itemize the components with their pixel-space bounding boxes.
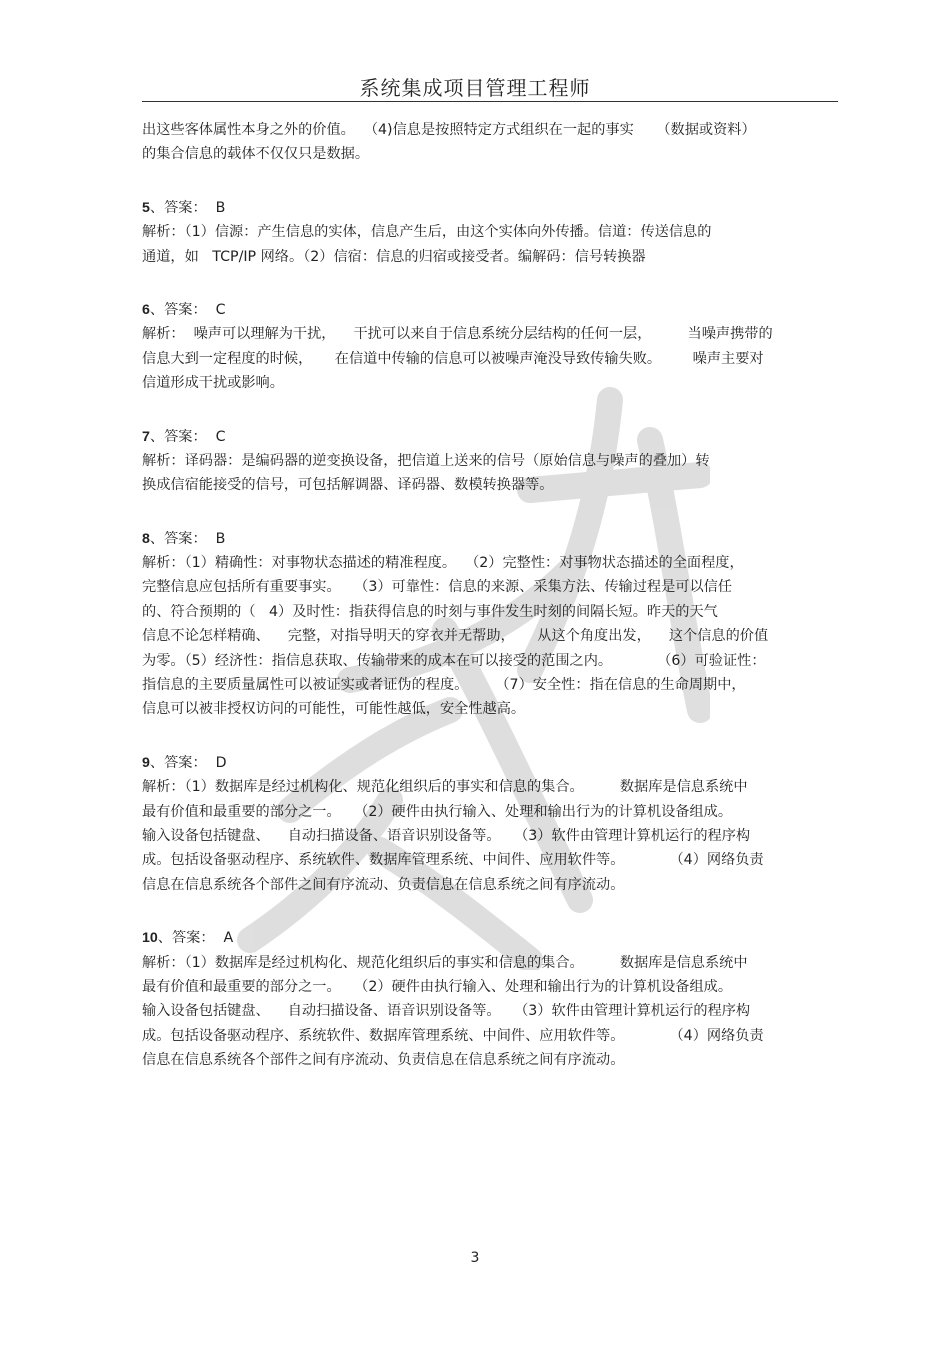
analysis-line: 成。包括设备驱动程序、系统软件、数据库管理系统、中间件、应用软件等。 （4）网络负责 (142, 1027, 764, 1044)
analysis-line: 最有价值和最重要的部分之一。 （2）硬件由执行输入、处理和输出行为的计算机设备组成。 (142, 978, 733, 995)
analysis-line: 解析：译码器：是编码器的逆变换设备，把信道上送来的信号（原始信息与噪声的叠加）转 (142, 452, 710, 469)
question-number: 10 (142, 930, 158, 947)
question-block-8 (142, 527, 842, 722)
answer-label: 、答案： D (149, 754, 227, 771)
analysis-line: 为零。（5）经济性：指信息获取、传输带来的成本在可以接受的范围之内。 （6）可验证性： (142, 652, 766, 669)
analysis-line: 信息在信息系统各个部件之间有序流动、负责信息在信息系统之间有序流动。 (142, 1052, 625, 1069)
answer-label: 、答案： B (149, 199, 226, 216)
answer-label: 、答案： B (149, 530, 226, 547)
analysis-line: 解析：（1）信源：产生信息的实体，信息产生后，由这个实体向外传播。信道：传送信息的 (142, 224, 712, 241)
analysis-line: 信息在信息系统各个部件之间有序流动、负责信息在信息系统之间有序流动。 (142, 876, 625, 893)
analysis-line: 换成信宿能接受的信号，可包括解调器、译码器、数模转换器等。 (142, 477, 554, 494)
analysis-line: 解析：（1）数据库是经过机构化、规范化组织后的事实和信息的集合。 数据库是信息系统中 (142, 779, 748, 796)
header-divider (142, 101, 838, 102)
question-number: 7 (142, 428, 150, 445)
analysis-line: 输入设备包括键盘、 自动扫描设备、语音识别设备等。 （3）软件由管理计算机运行的程序构 (142, 827, 751, 844)
question-block-7 (142, 425, 842, 498)
analysis-line: 信息可以被非授权访问的可能性，可能性越低，安全性越高。 (142, 701, 526, 718)
page-header-title: 系统集成项目管理工程师 (359, 76, 591, 100)
analysis-line: 信息不论怎样精确、 完整，对指导明天的穿衣并无帮助， 从这个角度出发， 这个信息的价值 (142, 628, 769, 645)
intro-paragraph (142, 118, 842, 167)
analysis-line: 解析：（1）数据库是经过机构化、规范化组织后的事实和信息的集合。 数据库是信息系统中 (142, 954, 748, 971)
answer-label: 、答案： C (149, 301, 226, 318)
question-number: 5 (142, 199, 150, 216)
analysis-line: 指信息的主要质量属性可以被证实或者证伪的程度。 （7）安全性：指在信息的生命周期中， (142, 677, 746, 694)
analysis-line: 输入设备包括键盘、 自动扫描设备、语音识别设备等。 （3）软件由管理计算机运行的程序构 (142, 1003, 751, 1020)
analysis-line: 通道，如 TCP/IP 网络。（2）信宿：信息的归宿或接受者。编解码：信号转换器 (142, 248, 646, 265)
text-line: 的集合信息的载体不仅仅只是数据。 (142, 146, 370, 163)
answer-heading (142, 298, 842, 322)
analysis-line: 最有价值和最重要的部分之一。 （2）硬件由执行输入、处理和输出行为的计算机设备组成。 (142, 803, 733, 820)
answer-heading (142, 196, 842, 220)
answer-heading (142, 751, 842, 775)
analysis-line: 信息大到一定程度的时候， 在信道中传输的信息可以被噪声淹没导致传输失败。 噪声主要对 (142, 350, 764, 367)
answer-heading (142, 425, 842, 449)
question-number: 6 (142, 301, 150, 318)
analysis-line: 信道形成干扰或影响。 (142, 375, 284, 392)
document-body (142, 118, 842, 1073)
analysis-line: 完整信息应包括所有重要事实。 （3）可靠性：信息的来源、采集方法、传输过程是可以信任 (142, 579, 733, 596)
question-block-6 (142, 298, 842, 396)
question-block-10 (142, 926, 842, 1072)
answer-heading (142, 926, 842, 950)
answer-heading (142, 527, 842, 551)
question-number: 8 (142, 530, 150, 547)
question-block-5 (142, 196, 842, 269)
answer-label: 、答案： A (157, 930, 234, 947)
analysis-line: 成。包括设备驱动程序、系统软件、数据库管理系统、中间件、应用软件等。 （4）网络负责 (142, 852, 764, 869)
question-block-9 (142, 751, 842, 897)
analysis-line: 解析： 噪声可以理解为干扰， 干扰可以来自于信息系统分层结构的任何一层， 当噪声携带的 (142, 326, 773, 343)
analysis-line: 的、符合预期的（ 4）及时性：指获得信息的时刻与事件发生时刻的间隔长短。昨天的天气 (142, 603, 718, 620)
question-number: 9 (142, 754, 150, 771)
text-line: 出这些客体属性本身之外的价值。 （4)信息是按照特定方式组织在一起的事实 （数据或资料） (142, 122, 756, 138)
answer-label: 、答案： C (149, 428, 226, 445)
analysis-line: 解析：（1）精确性：对事物状态描述的精准程度。 （2）完整性：对事物状态描述的全面程度， (142, 555, 744, 572)
page-number: 3 (470, 1250, 480, 1266)
